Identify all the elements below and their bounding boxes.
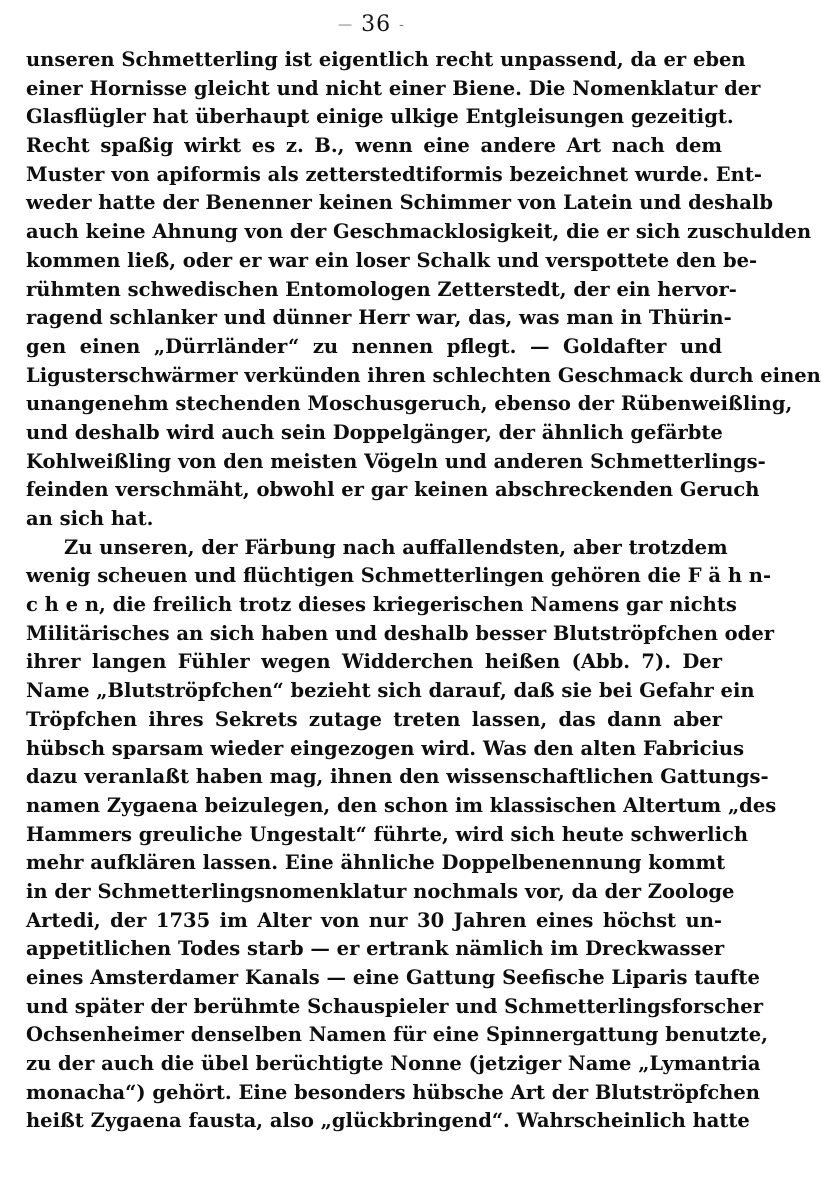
text-line: mehr aufklären lassen. Eine ähnliche Doppelbenennung kommt (26, 851, 726, 875)
text-line: Glasflügler hat überhaupt einige ulkige Entgleisungen gezeitigt. (26, 105, 734, 129)
paragraph (26, 534, 777, 1136)
text-line: monacha“) gehört. Eine besonders hübsche Art der Blutströpfchen (26, 1080, 760, 1104)
text-line: unseren Schmetterling ist eigentlich recht unpassend, da er eben (26, 48, 746, 71)
text-line: Militärisches an sich haben und deshalb besser Blutströpfchen oder (26, 621, 774, 645)
body-text (26, 46, 821, 1136)
text-line: Kohlweißling von den meisten Vögeln und anderen Schmetterlings- (26, 449, 766, 473)
text-line: Hammers greuliche Ungestalt“ führte, wird sich heute schwerlich (26, 822, 749, 846)
text-line: und später der berühmte Schauspieler und Schmetterlingsforscher (26, 994, 763, 1018)
page-number-value: 36 (361, 12, 392, 37)
text-line: Zu unseren, der Färbung nach auffallendsten, aber trotzdem (64, 535, 728, 559)
text-line: kommen ließ, oder er war ein loser Schalk und verspottete den be- (26, 248, 758, 272)
text-line: wenig scheuen und flüchtigen Schmetterlingen gehören die F ä h n- (26, 564, 772, 588)
text-line: und deshalb wird auch sein Doppelgänger, der ähnlich gefärbte (26, 420, 723, 444)
text-line: namen Zygaena beizulegen, den schon im klassischen Altertum „des (26, 793, 777, 817)
text-line: Ochsenheimer denselben Namen für eine Spinnergattung benutzte, (26, 1023, 768, 1047)
text-line: gen einen „Dürrländer“ zu nennen pflegt. — Goldafter und (26, 334, 722, 358)
text-line: in der Schmetterlingsnomenklatur nochmals vor, da der Zoologe (26, 879, 735, 903)
paragraph (26, 46, 821, 534)
text-line: ihrer langen Fühler wegen Widderchen heißen (Abb. 7). Der (26, 650, 722, 674)
text-line: feinden verschmäht, obwohl er gar keinen abschreckenden Geruch (26, 478, 760, 502)
text-line: auch keine Ahnung von der Geschmacklosigkeit, die er sich zuschulden (26, 220, 812, 244)
text-line: hübsch sparsam wieder eingezogen wird. Was den alten Fabricius (26, 736, 745, 760)
text-line: rühmten schwedischen Entomologen Zetterstedt, der ein hervor- (26, 277, 737, 301)
text-line: Recht spaßig wirkt es z. B., wenn eine andere Art nach dem (26, 134, 722, 158)
text-line: Name „Blutströpfchen“ bezieht sich darauf, daß sie bei Gefahr ein (26, 679, 755, 703)
text-line: c h e n, die freilich trotz dieses kriegerischen Namens gar nichts (26, 593, 737, 617)
text-line: appetitlichen Todes starb — er ertrank nämlich im Dreckwasser (26, 937, 725, 961)
page-number (0, 12, 743, 37)
text-line: unangenehm stechenden Moschusgeruch, ebenso der Rübenweißling, (26, 392, 793, 416)
text-line: zu der auch die übel berüchtigte Nonne (jetziger Name „Lymantria (26, 1052, 761, 1076)
text-line: Tröpfchen ihres Sekrets zutage treten lassen, das dann aber (26, 707, 722, 731)
text-line: eines Amsterdamer Kanals — eine Gattung Seefische Liparis taufte (26, 966, 760, 989)
text-line: Ligusterschwärmer verkünden ihren schlechten Geschmack durch einen (26, 363, 821, 387)
text-line: an sich hat. (26, 507, 154, 530)
page-number-dash-left: — (338, 17, 354, 33)
text-line: Artedi, der 1735 im Alter von nur 30 Jahren eines höchst un- (26, 908, 722, 932)
page-number-dash-right: - (399, 17, 405, 33)
text-line: weder hatte der Benenner keinen Schimmer von Latein und deshalb (26, 191, 773, 215)
text-line: dazu veranlaßt haben mag, ihnen den wissenschaftlichen Gattungs- (26, 765, 769, 789)
text-line: einer Hornisse gleicht und nicht einer Biene. Die Nomenklatur der (26, 76, 761, 100)
text-line: heißt Zygaena fausta, also „glückbringend“. Wahrscheinlich hatte (26, 1109, 750, 1133)
text-line: ragend schlanker und dünner Herr war, das, was man in Thürin- (26, 306, 732, 330)
text-line: Muster von apiformis als zetterstedtiformis bezeichnet wurde. Ent- (26, 162, 762, 186)
